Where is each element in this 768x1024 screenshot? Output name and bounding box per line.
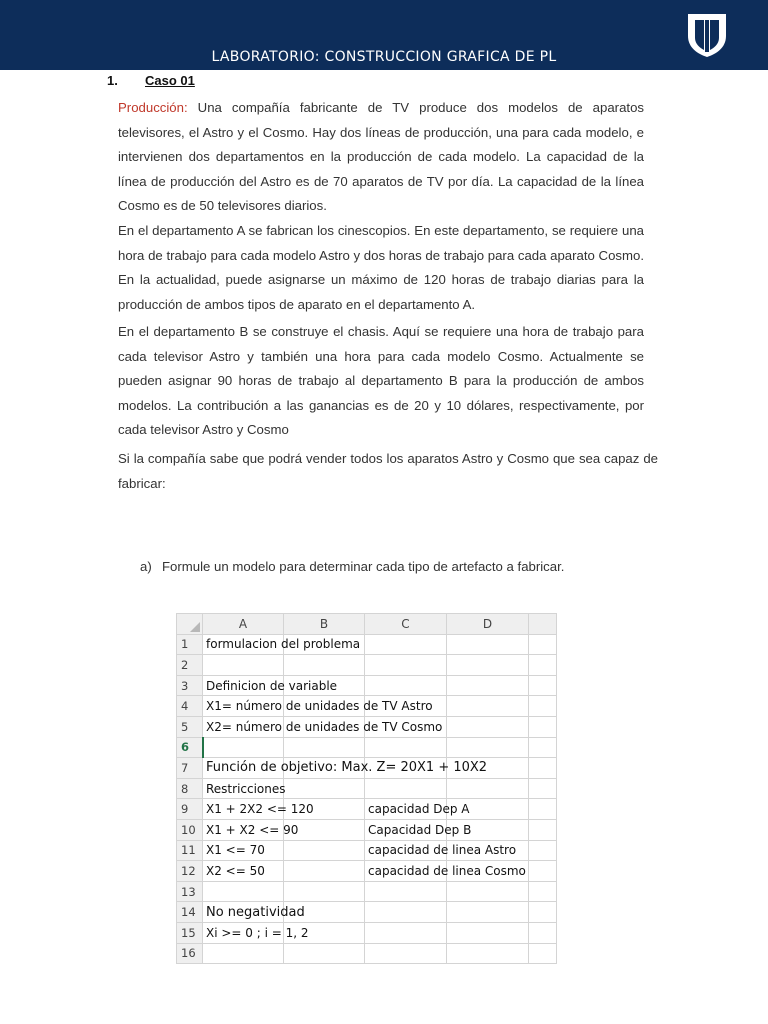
row-number[interactable]: 14 xyxy=(177,902,203,923)
cell-c[interactable] xyxy=(365,675,447,696)
cell-d[interactable] xyxy=(447,819,529,840)
row-number[interactable]: 7 xyxy=(177,758,203,779)
select-all-corner[interactable] xyxy=(177,614,203,635)
cell-e[interactable] xyxy=(529,799,557,820)
cell-a[interactable]: No negatividad xyxy=(203,902,284,923)
table-row xyxy=(177,778,557,799)
row-number[interactable]: 6 xyxy=(177,737,203,758)
question-label: a) xyxy=(140,559,152,574)
row-number[interactable]: 15 xyxy=(177,922,203,943)
cell-e[interactable] xyxy=(529,840,557,861)
cell-a[interactable]: X2 <= 50 xyxy=(203,861,284,882)
cell-b[interactable] xyxy=(284,675,365,696)
column-header-d[interactable]: D xyxy=(447,614,529,635)
cell-b[interactable] xyxy=(284,819,365,840)
spreadsheet xyxy=(176,613,556,979)
row-number[interactable]: 5 xyxy=(177,716,203,737)
cell-c[interactable] xyxy=(365,922,447,943)
cell-d[interactable] xyxy=(447,881,529,902)
cell-c[interactable]: capacidad de linea Astro xyxy=(365,840,447,861)
table-row xyxy=(177,819,557,840)
paragraph-lead: Producción: xyxy=(118,100,188,115)
table-row xyxy=(177,737,557,758)
cell-a[interactable]: X1 + 2X2 <= 120 xyxy=(203,799,284,820)
column-header-e[interactable] xyxy=(529,614,557,635)
question-text: Formule un modelo para determinar cada tipo de artefacto a fabricar. xyxy=(162,559,565,574)
cell-a[interactable]: Función de objetivo: Max. Z= 20X1 + 10X2 xyxy=(203,758,284,779)
cell-d[interactable] xyxy=(447,737,529,758)
table-row xyxy=(177,881,557,902)
cell-d[interactable] xyxy=(447,799,529,820)
cell-e[interactable] xyxy=(529,778,557,799)
cell-c[interactable] xyxy=(365,943,447,964)
row-number[interactable]: 11 xyxy=(177,840,203,861)
table-row xyxy=(177,861,557,882)
cell-c[interactable] xyxy=(365,655,447,676)
question-a xyxy=(140,559,564,574)
cell-b[interactable] xyxy=(284,696,365,717)
row-number[interactable]: 4 xyxy=(177,696,203,717)
table-row xyxy=(177,840,557,861)
table-row xyxy=(177,922,557,943)
cell-c[interactable]: Capacidad Dep B xyxy=(365,819,447,840)
cell-e[interactable] xyxy=(529,922,557,943)
cell-e[interactable] xyxy=(529,819,557,840)
row-number[interactable]: 10 xyxy=(177,819,203,840)
cell-b[interactable] xyxy=(284,861,365,882)
cell-a[interactable]: X1= número de unidades de TV Astro xyxy=(203,696,284,717)
cell-a[interactable]: Definicion de variable xyxy=(203,675,284,696)
section-number: 1. xyxy=(107,73,118,88)
cell-a[interactable]: Xi >= 0 ; i = 1, 2 xyxy=(203,922,284,943)
cell-d[interactable] xyxy=(447,716,529,737)
cell-d[interactable] xyxy=(447,778,529,799)
table-row xyxy=(177,799,557,820)
cell-a[interactable] xyxy=(203,943,284,964)
paragraph-dept-a: En el departamento A se fabrican los cinescopios. En este departamento, se requiere una hora de trabajo para cada modelo Astro y dos horas de trabajo para cada aparato Cosmo. En la actualidad, puede asignarse un máximo de 120 horas de trabajo diarias para la producción de ambos tipos de aparato en el departamento A. xyxy=(118,223,644,312)
cell-a[interactable] xyxy=(203,881,284,902)
cell-b[interactable] xyxy=(284,758,365,779)
cell-a[interactable]: Restricciones xyxy=(203,778,284,799)
cell-b[interactable] xyxy=(284,902,365,923)
cell-a[interactable]: X1 <= 70 xyxy=(203,840,284,861)
paragraph-text: Una compañía fabricante de TV produce dos modelos de aparatos televisores, el Astro y el Cosmo. Hay dos líneas de producción, una para cada modelo, e intervienen dos departamentos en la producción de cada modelo. La capacidad de la línea de producción del Astro es de 70 aparatos de TV por día. La capacidad de la línea Cosmo es de 50 televisores diarios. xyxy=(118,100,644,213)
cell-c[interactable] xyxy=(365,778,447,799)
spreadsheet-grid xyxy=(176,613,557,964)
cell-d[interactable] xyxy=(447,922,529,943)
row-number[interactable]: 1 xyxy=(177,634,203,655)
cell-e[interactable] xyxy=(529,881,557,902)
cell-c[interactable] xyxy=(365,881,447,902)
cell-d[interactable] xyxy=(447,840,529,861)
cell-b[interactable] xyxy=(284,634,365,655)
paragraph-dept-b: En el departamento B se construye el chasis. Aquí se requiere una hora de trabajo para cada televisor Astro y también una hora para cada modelo Cosmo. Actualmente se pueden asignar 90 horas de trabajo al departamento B para la producción de ambos modelos. La contribución a las ganancias es de 20 y 10 dólares, respectivamente, por cada televisor Astro y Cosmo xyxy=(118,324,644,437)
cell-b[interactable] xyxy=(284,840,365,861)
cell-e[interactable] xyxy=(529,675,557,696)
cell-c[interactable] xyxy=(365,758,447,779)
column-header-row xyxy=(177,614,557,635)
cell-c[interactable]: capacidad Dep A xyxy=(365,799,447,820)
section-heading xyxy=(107,73,195,88)
cell-a[interactable] xyxy=(203,655,284,676)
table-row xyxy=(177,675,557,696)
table-row xyxy=(177,696,557,717)
page-title: LABORATORIO: CONSTRUCCION GRAFICA DE PL xyxy=(211,49,557,65)
cell-d[interactable] xyxy=(447,902,529,923)
cell-d[interactable] xyxy=(447,758,529,779)
page-header xyxy=(0,0,768,70)
cell-c[interactable]: capacidad de linea Cosmo xyxy=(365,861,447,882)
row-number[interactable]: 2 xyxy=(177,655,203,676)
cell-e[interactable] xyxy=(529,861,557,882)
cell-e[interactable] xyxy=(529,696,557,717)
cell-d[interactable] xyxy=(447,655,529,676)
cell-d[interactable] xyxy=(447,634,529,655)
cell-b[interactable] xyxy=(284,737,365,758)
cell-c[interactable] xyxy=(365,696,447,717)
cell-d[interactable] xyxy=(447,943,529,964)
cell-a[interactable] xyxy=(203,737,284,758)
column-header-a[interactable]: A xyxy=(203,614,284,635)
cell-c[interactable] xyxy=(365,716,447,737)
table-row xyxy=(177,902,557,923)
column-header-c[interactable]: C xyxy=(365,614,447,635)
cell-b[interactable] xyxy=(284,799,365,820)
table-row xyxy=(177,634,557,655)
cell-e[interactable] xyxy=(529,902,557,923)
cell-a[interactable]: X2= número de unidades de TV Cosmo xyxy=(203,716,284,737)
column-header-b[interactable]: B xyxy=(284,614,365,635)
cell-b[interactable] xyxy=(284,655,365,676)
cell-e[interactable] xyxy=(529,634,557,655)
row-number[interactable]: 16 xyxy=(177,943,203,964)
cell-b[interactable] xyxy=(284,778,365,799)
row-number[interactable]: 9 xyxy=(177,799,203,820)
cell-b[interactable] xyxy=(284,943,365,964)
paragraph-question-context: Si la compañía sabe que podrá vender todos los aparatos Astro y Cosmo que sea capaz de fabricar: xyxy=(118,451,658,491)
cell-e[interactable] xyxy=(529,655,557,676)
cell-b[interactable] xyxy=(284,922,365,943)
paragraph-production xyxy=(118,96,644,219)
cell-e[interactable] xyxy=(529,716,557,737)
cell-c[interactable] xyxy=(365,902,447,923)
table-row xyxy=(177,655,557,676)
cell-b[interactable] xyxy=(284,881,365,902)
row-number[interactable]: 8 xyxy=(177,778,203,799)
section-title: Caso 01 xyxy=(145,73,195,88)
cell-e[interactable] xyxy=(529,758,557,779)
row-number[interactable]: 12 xyxy=(177,861,203,882)
row-number[interactable]: 3 xyxy=(177,675,203,696)
cell-d[interactable] xyxy=(447,675,529,696)
cell-b[interactable] xyxy=(284,716,365,737)
cell-a[interactable]: formulacion del problema xyxy=(203,634,284,655)
table-row xyxy=(177,716,557,737)
cell-d[interactable] xyxy=(447,696,529,717)
cell-e[interactable] xyxy=(529,943,557,964)
cell-a[interactable]: X1 + X2 <= 90 xyxy=(203,819,284,840)
table-row xyxy=(177,758,557,779)
cell-e[interactable] xyxy=(529,737,557,758)
cell-c[interactable] xyxy=(365,634,447,655)
cell-d[interactable] xyxy=(447,861,529,882)
cell-c[interactable] xyxy=(365,737,447,758)
table-row xyxy=(177,943,557,964)
row-number[interactable]: 13 xyxy=(177,881,203,902)
